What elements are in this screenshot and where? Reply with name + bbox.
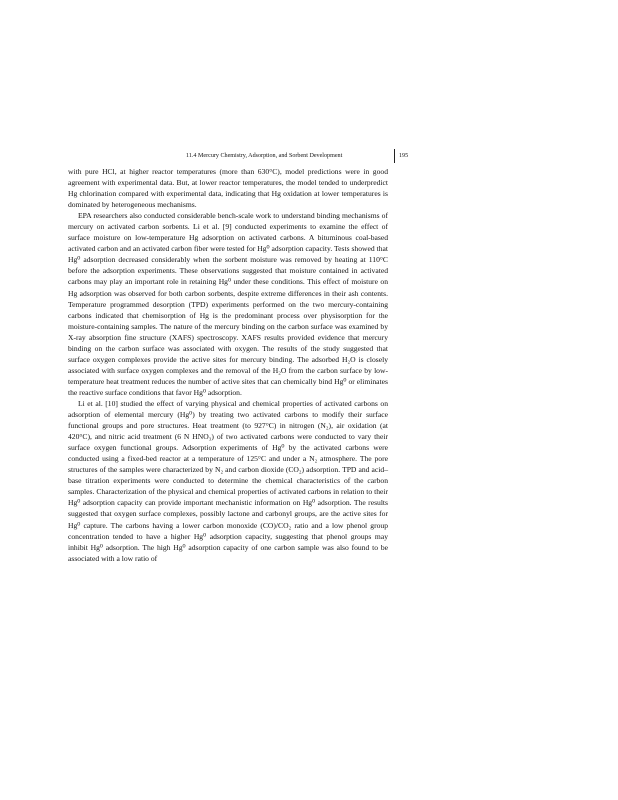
page-number: 195 [399, 153, 409, 159]
paragraph-continuation: with pure HCl, at higher reactor temperatures (more than 630°C), model predictions were in good agreement with experimental data. But, at lower reactor temperatures, the model tended to underpredict Hg chlorination compared with experimental data, indicating that Hg oxidation at lower temperatures is dominated by heterogeneous mechanisms. [68, 167, 388, 210]
header-divider [394, 149, 395, 163]
paragraph-li-et-al: Li et al. [10] studied the effect of varying physical and chemical properties of activated carbons on adsorption of elemental mercury (Hg⁰) by treating two activated carbons to modify their surface functional groups and pore structures. Heat treatment (to 927°C) in nitrogen (N₂), air oxidation (at 420°C), and nitric acid treatment (6 N HNO₃) of two activated carbons were conducted to vary their surface oxygen functional groups. Adsorption experiments of Hg⁰ by the activated carbons were conducted using a fixed-bed reactor at a temperature of 125°C and under a N₂ atmosphere. The pore structures of the samples were characterized by N₂ and carbon dioxide (CO₂) adsorption. TPD and acid–base titration experiments were conducted to determine the chemical characteristics of the carbon samples. Characterization of the physical and chemical properties of activated carbons in relation to their Hg⁰ adsorption capacity can provide important mechanistic information on Hg⁰ adsorption. The results suggested that oxygen surface complexes, possibly lactone and carbonyl groups, are the active sites for Hg⁰ capture. The carbons having a lower carbon monoxide (CO)/CO₂ ratio and a low phenol group concentration tended to have a higher Hg⁰ adsorption capacity, suggesting that phenol groups may inhibit Hg⁰ adsorption. The high Hg⁰ adsorption capacity of one carbon sample was also found to be associated with a low ratio of [68, 398, 388, 563]
running-header [186, 149, 411, 163]
paragraph-epa-research: EPA researchers also conducted considerable bench-scale work to understand binding mechanisms of mercury on activated carbon sorbents. Li et al. [9] conducted experiments to examine the effect of surface moisture on low-temperature Hg adsorption on activated carbons. A bituminous coal-based activated carbon and an activated carbon fiber were tested for Hg⁰ adsorption capacity. Tests showed that Hg⁰ adsorption decreased considerably when the sorbent moisture was removed by heating at 110°C before the adsorption experiments. These observations suggested that moisture contained in activated carbons may play an important role in retaining Hg⁰ under these conditions. This effect of moisture on Hg adsorption was observed for both carbon sorbents, despite extreme differences in their ash contents. Temperature programmed desorption (TPD) experiments performed on the two mercury-containing carbons indicated that chemisorption of Hg is the predominant process over physisorption for the moisture-containing samples. The nature of the mercury binding on the carbon surface was examined by X-ray absorption fine structure (XAFS) spectroscopy. XAFS results provided evidence that mercury binding on the carbon surface was associated with oxygen. The results of the study suggested that surface oxygen complexes provide the active sites for mercury binding. The adsorbed H₂O is closely associated with surface oxygen complexes and the removal of the H₂O from the carbon surface by low-temperature heat treatment reduces the number of active sites that can chemically bind Hg⁰ or eliminates the reactive surface conditions that favor Hg⁰ adsorption. [68, 211, 388, 397]
running-title: 11.4 Mercury Chemistry, Adsorption, and Sorbent Development [186, 153, 343, 159]
body-text [68, 166, 388, 564]
